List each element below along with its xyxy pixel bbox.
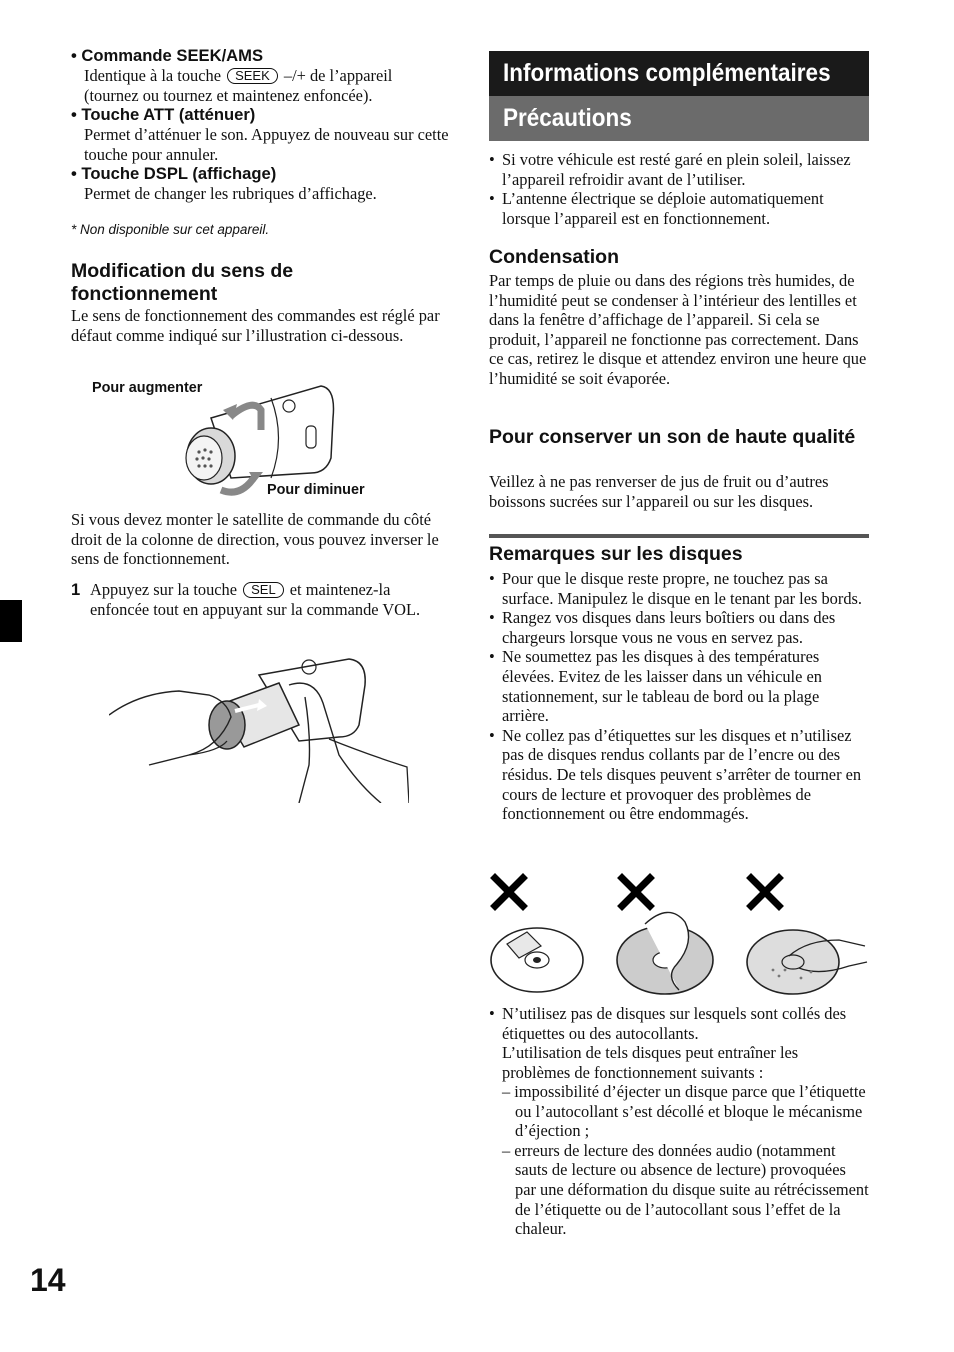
seek-ams-title: • Commande SEEK/AMS (71, 46, 264, 65)
sound-quality-title: Pour conserver un son de haute qualité (489, 426, 856, 448)
disc-donts-illustration (489, 872, 869, 997)
invert-direction-text: Si vous devez monter le satellite de commande du côté droit de la colonne de direction, vous pouvez inverser le sens de fonctionnement. (71, 510, 439, 569)
sound-quality-text: Veillez à ne pas renverser de jus de fruit ou d’autres boissons sucrées sur l’appareil ou sur les disques. (489, 472, 829, 511)
footnote: * Non disponible sur cet appareil. (71, 222, 270, 237)
att-desc: Permet d’atténuer le son. Appuyez de nouveau sur cette touche pour annuler. (84, 125, 449, 164)
problem-list (502, 1082, 869, 1239)
rotary-commander-illustration (171, 378, 351, 498)
control-list (71, 46, 451, 204)
dspl-title: • Touche DSPL (affichage) (71, 164, 277, 184)
disc-notes-title: Remarques sur les disques (489, 543, 743, 565)
list-item: – impossibilité d’éjecter un disque parce que l’étiquette ou l’autocollant s’est décollé et bloque le mécanisme d’éjection ; (502, 1082, 866, 1141)
cross-icon (622, 878, 650, 906)
direction-section-title: Modification du sens de fonctionnement (71, 260, 294, 305)
step-number: 1 (71, 580, 81, 599)
seek-ams-desc: Identique à la touche SEEK –/+ de l’appareil (tournez ou tournez et maintenez enfoncée). (84, 66, 393, 105)
hand-pressing-sel-illustration (109, 655, 409, 803)
section-divider (489, 534, 869, 538)
seek-key: SEEK (227, 68, 278, 84)
cross-icon (751, 878, 779, 906)
banner-title-info: Informations complémentaires (503, 59, 831, 87)
list-item: • Rangez vos disques dans leurs boîtiers ou dans des chargeurs lorsque vous ne vous en servez pas. (489, 608, 869, 647)
list-item: – erreurs de lecture des données audio (notamment sauts de lecture ou absence de lecture) provoquées par une déformation du disque suite au rétrécissement de l’étiquette ou de l’autocollant sous l’effet de la chaleur. (502, 1140, 869, 1239)
fingerprinted-disc-icon (747, 930, 867, 994)
disc-with-sticker-icon (491, 928, 583, 992)
dspl-desc: Permet de changer les rubriques d’affichage. (84, 184, 377, 204)
page-number: 14 (30, 1262, 66, 1298)
label-warning-list (489, 1004, 869, 1082)
list-item: • Si votre véhicule est resté garé en plein soleil, laissez l’appareil refroidir avant de l’utiliser. (489, 150, 869, 189)
cross-icon (495, 878, 523, 906)
disc-notes-list (489, 569, 869, 824)
section-banner-precautions (489, 96, 869, 141)
step-1 (71, 580, 451, 619)
list-item: • Pour que le disque reste propre, ne touchez pas sa surface. Manipulez le disque en le tenant par les bords. (489, 569, 869, 608)
sel-key: SEL (243, 582, 284, 598)
list-item: • N’utilisez pas de disques sur lesquels sont collés des étiquettes ou des autocollants. L’utilisation de tels disques peut entraîner les problèmes de fonctionnement suivants : (489, 1004, 869, 1082)
label-decrease: Pour diminuer (267, 482, 365, 498)
direction-section-text: Le sens de fonctionnement des commandes est réglé par défaut comme indiqué sur l’illustration ci-dessous. (71, 306, 440, 345)
step-text: Appuyez sur la touche SEL et maintenez-la enfoncée tout en appuyant sur la commande VOL. (90, 580, 421, 619)
precautions-list (489, 150, 869, 228)
section-banner-info (489, 51, 869, 96)
banner-title-precautions: Précautions (503, 104, 632, 132)
list-item: • Ne collez pas d’étiquettes sur les disques et n’utilisez pas de disques rendus collants par de l’encre ou des résidus. De tels disques peuvent s’arrêter de tourner en cours de lecture et provoquer des problèmes de fonctionnement ou être endommagés. (489, 726, 869, 824)
att-title: • Touche ATT (atténuer) (71, 105, 256, 125)
label-increase: Pour augmenter (92, 380, 203, 396)
condensation-text: Par temps de pluie ou dans des régions très humides, de l’humidité peut se condenser à l’intérieur des lentilles et dans la fenêtre d’affichage de l’appareil. Si cela se produit, l’appareil ne fonctionne pas correctement. Dans ce cas, retirez le disque et attendez environ une heure que l’humidité se soit évaporée. (489, 271, 867, 388)
warped-disc-icon (617, 912, 713, 994)
list-item: • Ne soumettez pas les disques à des températures élevées. Evitez de les laisser dans un véhicule en stationnement, sur le tableau de bord ou la plage arrière. (489, 647, 869, 725)
section-tab-marker (0, 600, 22, 642)
list-item: • L’antenne électrique se déploie automatiquement lorsque l’appareil est en fonctionnement. (489, 189, 869, 228)
condensation-title: Condensation (489, 246, 619, 268)
